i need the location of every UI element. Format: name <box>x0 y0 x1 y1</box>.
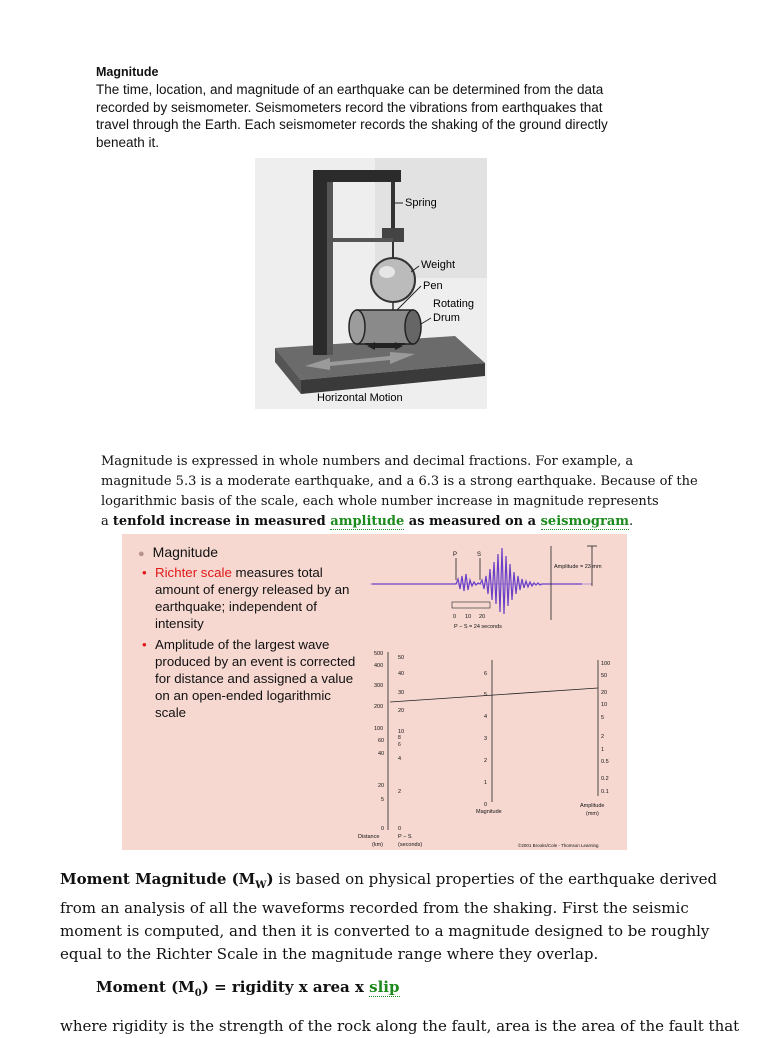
time-tick: 20 <box>479 614 486 620</box>
bullet-dot-icon: ● <box>138 548 145 560</box>
weight-label: Weight <box>421 259 456 271</box>
amplitude-tick: 0.1 <box>601 789 609 795</box>
distance-tick: 500 <box>374 651 384 657</box>
distance-tick: 5 <box>381 797 385 803</box>
seismogram-trace <box>456 548 582 614</box>
line-prefix: a <box>101 514 113 529</box>
ps-tick: 10 <box>398 729 405 735</box>
magnitude-tick: 3 <box>484 736 488 742</box>
magnitude-tick: 5 <box>484 692 488 698</box>
richter-scale-term: Richter scale <box>155 565 232 580</box>
amplitude-caption: Amplitude <box>580 803 605 809</box>
distance-tick: 400 <box>374 663 384 669</box>
amplitude-tick: 1 <box>601 747 605 753</box>
drum-label: Drum <box>433 312 460 324</box>
ps-tick: 6 <box>398 742 401 748</box>
paragraph-line: from an analysis of all the waveforms recorded from the shaking. First the seismic <box>60 899 689 917</box>
intro-line: beneath it. <box>96 134 160 150</box>
intro-section <box>96 64 676 151</box>
amplitude-tick: 5 <box>601 715 605 721</box>
ps-tick: 20 <box>398 708 405 714</box>
ps-tick: 40 <box>398 671 405 677</box>
seismometer-figure <box>255 158 487 409</box>
distance-tick: 300 <box>374 683 384 689</box>
bullet-dot-icon: • <box>142 565 147 580</box>
distance-caption: Distance <box>358 834 380 840</box>
distance-tick: 20 <box>378 783 385 789</box>
richter-nomogram <box>122 534 627 850</box>
ps-tick: 30 <box>398 690 405 696</box>
bullet-text: measures total amount of energy released by an earthquake; independent of intensity <box>155 565 350 631</box>
paragraph-line: logarithmic basis of the scale, each whole number increase in magnitude represents <box>101 494 659 509</box>
intro-line: The time, location, and magnitude of an earthquake can be determined from the data <box>96 82 604 97</box>
paragraph-line: equal to the Richter Scale in the magnitude range where they overlap. <box>60 945 599 963</box>
richter-slide <box>122 534 627 850</box>
ps-tick: 8 <box>398 735 401 741</box>
paragraph-line: Magnitude is expressed in whole numbers and decimal fractions. For example, a <box>101 454 634 469</box>
time-tick: 0 <box>453 614 457 620</box>
formula-text: Moment (M <box>96 978 195 996</box>
seismometer-illustration <box>255 158 487 409</box>
bullet-dot-icon: • <box>142 637 147 652</box>
horizontal-motion-label: Horizontal Motion <box>317 392 403 404</box>
ps-caption: (seconds) <box>398 842 423 848</box>
subscript: W <box>255 880 267 891</box>
bold-term: ) <box>266 870 274 888</box>
amplitude-annotation: Amplitude = 23 mm <box>554 564 602 570</box>
paragraph-line: magnitude 5.3 is a moderate earthquake, and a 6.3 is a strong earthquake. Because of the <box>101 474 698 489</box>
p-wave-label: P <box>453 552 458 558</box>
amplitude-link[interactable]: amplitude <box>330 514 405 529</box>
ps-tick: 2 <box>398 789 402 795</box>
distance-caption: (km) <box>372 842 383 848</box>
amplitude-caption: (mm) <box>586 811 599 817</box>
slip-link[interactable]: slip <box>369 978 400 996</box>
paragraph-line: where rigidity is the strength of the rock along the fault, area is the area of the fault that <box>60 1017 740 1035</box>
magnitude-tick: 1 <box>484 780 488 786</box>
s-wave-label: S <box>477 552 482 558</box>
paragraph-text: is based on physical properties of the earthquake derived <box>273 870 718 888</box>
intro-line: recorded by seismometer. Seismometers record the vibrations from earthquakes that <box>96 99 603 115</box>
magnitude-tick: 0 <box>484 802 488 808</box>
rotating-label: Rotating <box>433 298 474 310</box>
image-credit: ©2001 Brooks/Cole - Thomson Learning <box>518 843 599 848</box>
section-heading: Magnitude <box>96 65 159 79</box>
period: . <box>629 514 634 529</box>
magnitude-tick: 6 <box>484 671 488 677</box>
ps-tick: 4 <box>398 756 402 762</box>
paragraph-line <box>60 868 730 897</box>
spring-label: Spring <box>405 197 437 209</box>
p-s-interval-label: P − S = 24 seconds <box>454 624 502 630</box>
moment-magnitude-section <box>60 868 740 1038</box>
slide-heading-text: Magnitude <box>152 544 219 560</box>
paragraph-line: moment is computed, and then it is converted to a magnitude designed to be roughly <box>60 922 710 940</box>
bold-text: tenfold increase in measured <box>112 514 331 529</box>
subscript: 0 <box>194 988 202 999</box>
distance-tick: 60 <box>378 738 385 744</box>
bold-text: as measured on a <box>404 514 541 529</box>
amplitude-tick: 0.5 <box>601 759 609 765</box>
bullet-text: Amplitude of the largest wave produced by an event is corrected for distance and assigned a value on an open-ended logarithmic scale <box>155 637 356 720</box>
ps-tick: 0 <box>398 826 402 832</box>
magnitude-paragraph <box>101 452 701 532</box>
amplitude-tick: 10 <box>601 702 608 708</box>
time-tick: 10 <box>465 614 472 620</box>
amplitude-tick: 0.2 <box>601 776 609 782</box>
amplitude-tick: 100 <box>601 661 611 667</box>
pen-label: Pen <box>423 280 443 292</box>
amplitude-tick: 2 <box>601 734 605 740</box>
ps-tick: 50 <box>398 655 405 661</box>
moment-formula <box>96 976 730 1005</box>
magnitude-tick: 2 <box>484 758 488 764</box>
distance-tick: 100 <box>374 726 384 732</box>
seismogram-link[interactable]: seismogram <box>540 514 630 529</box>
magnitude-caption: Magnitude <box>476 809 502 815</box>
paragraph-line <box>101 512 701 532</box>
formula-text: ) = rigidity x area x <box>201 978 370 996</box>
ps-caption: P − S <box>398 834 412 840</box>
bold-term: Moment Magnitude (M <box>60 870 256 888</box>
distance-tick: 0 <box>381 826 385 832</box>
magnitude-tick: 4 <box>484 714 488 720</box>
intro-line: travel through the Earth. Each seismometer records the shaking of the ground directly <box>96 117 608 132</box>
distance-tick: 40 <box>378 751 385 757</box>
amplitude-tick: 50 <box>601 673 608 679</box>
distance-tick: 200 <box>374 704 384 710</box>
amplitude-tick: 20 <box>601 690 608 696</box>
